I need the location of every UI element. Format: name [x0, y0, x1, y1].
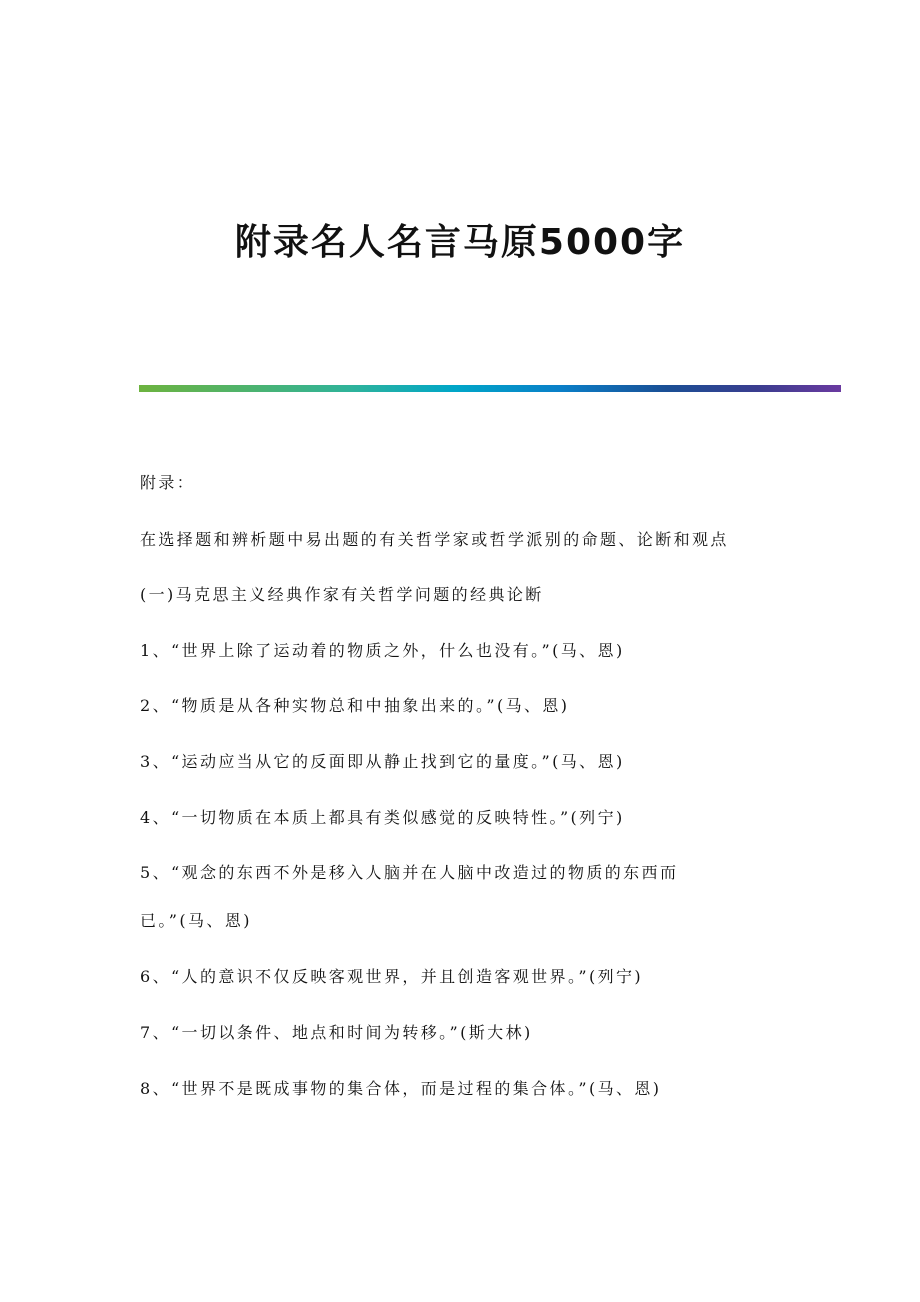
document-title: 附录名人名言马原5000字: [234, 222, 686, 263]
list-item: 1、“世界上除了运动着的物质之外，什么也没有。”(马、恩): [140, 641, 625, 660]
list-item: 7、“一切以条件、地点和时间为转移。”(斯大林): [140, 1023, 533, 1042]
list-item-continuation: 已。”(马、恩): [140, 911, 252, 930]
list-item: 8、“世界不是既成事物的集合体，而是过程的集合体。”(马、恩): [140, 1079, 662, 1098]
list-item: 6、“人的意识不仅反映客观世界，并且创造客观世界。”(列宁): [140, 967, 644, 986]
gradient-divider: [139, 385, 841, 392]
list-item: 3、“运动应当从它的反面即从静止找到它的量度。”(马、恩): [140, 752, 625, 771]
list-item: 4、“一切物质在本质上都具有类似感觉的反映特性。”(列宁): [140, 808, 625, 827]
intro-paragraph: 在选择题和辨析题中易出题的有关哲学家或哲学派别的命题、论断和观点: [140, 530, 729, 549]
list-item: 5、“观念的东西不外是移入人脑并在人脑中改造过的物质的东西而: [140, 863, 679, 882]
section-heading: (一)马克思主义经典作家有关哲学问题的经典论断: [140, 585, 544, 604]
appendix-heading: 附录：: [140, 473, 196, 492]
list-item: 2、“物质是从各种实物总和中抽象出来的。”(马、恩): [140, 696, 570, 715]
